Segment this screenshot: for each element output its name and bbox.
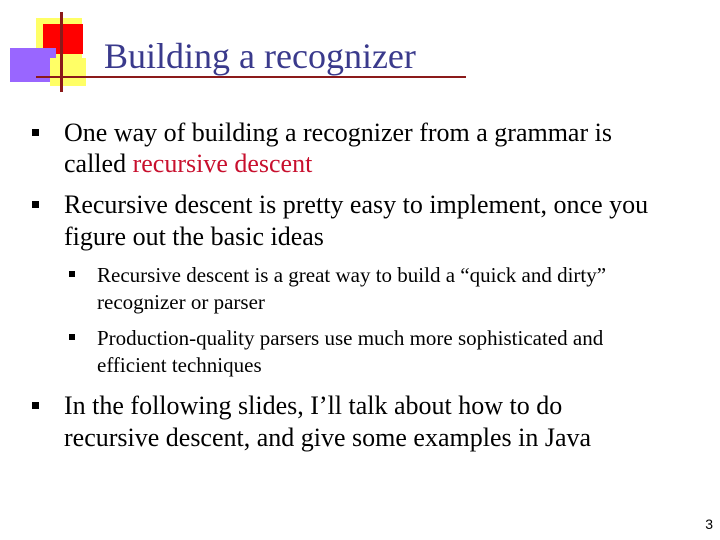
bullet-1-line-1: One way of building a recognizer from a grammar is — [64, 118, 612, 147]
sub-bullet-marker — [69, 271, 75, 277]
bullet-1-text: called — [64, 149, 133, 178]
page-number: 3 — [705, 516, 713, 532]
recursive-descent-highlight: recursive descent — [132, 149, 313, 178]
logo-yellow-square-lower — [50, 58, 86, 86]
bullet-2-line-1: Recursive descent is pretty easy to implement, once you — [64, 190, 649, 219]
slide-logo — [0, 0, 110, 100]
bullet-marker — [32, 201, 39, 208]
bullet-1-line-2 — [64, 148, 312, 179]
title-underline — [36, 76, 466, 78]
bullet-3-line-1: In the following slides, I’ll talk about how to do — [64, 391, 563, 420]
logo-vertical-line — [60, 12, 63, 92]
bullet-marker — [32, 129, 39, 136]
bullet-marker — [32, 402, 39, 409]
slide-title: Building a recognizer — [104, 36, 416, 76]
sub-bullet-2-line-2: efficient techniques — [97, 353, 262, 377]
sub-bullet-2-line-1: Production-quality parsers use much more sophisticated and — [97, 326, 604, 350]
sub-bullet-1-line-2: recognizer or parser — [97, 290, 265, 314]
bullet-2-line-2: figure out the basic ideas — [64, 222, 324, 251]
bullet-3-line-2: recursive descent, and give some examples in Java — [64, 423, 592, 452]
sub-bullet-marker — [69, 334, 75, 340]
sub-bullet-1-line-1: Recursive descent is a great way to build a “quick and dirty” — [97, 263, 607, 287]
